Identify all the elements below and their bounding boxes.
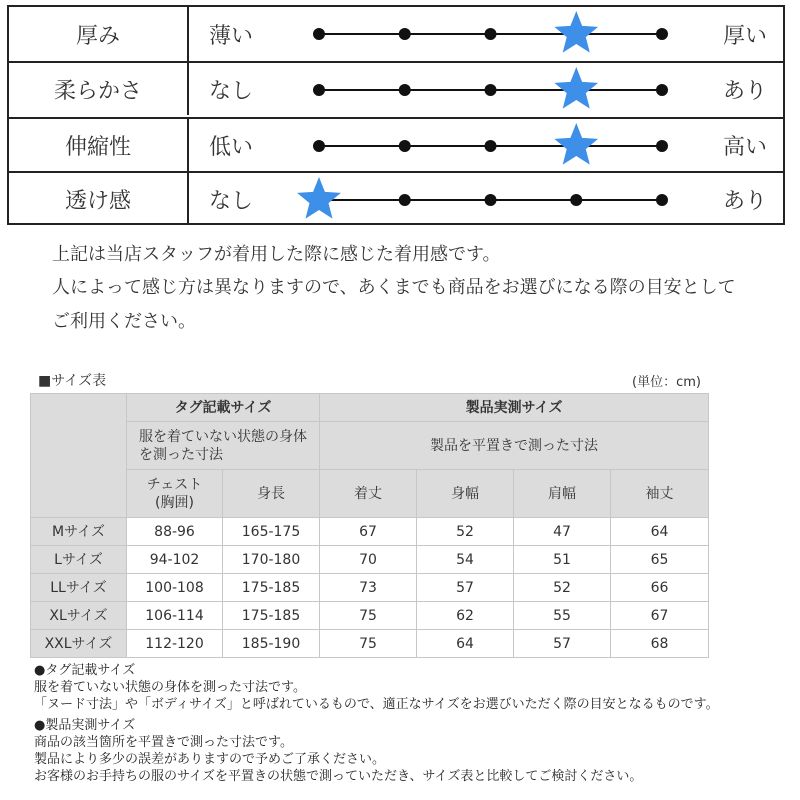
rating-star-marker — [297, 177, 341, 219]
width-cell: 57 — [417, 574, 514, 602]
actual-size-header: 製品実測サイズ — [320, 394, 709, 422]
texture-row-softness — [9, 61, 783, 115]
height-cell: 175-185 — [223, 602, 320, 630]
tag-size-header: タグ記載サイズ — [127, 394, 320, 422]
scale-point — [399, 28, 411, 40]
scale-point — [399, 140, 411, 152]
footnote-line: 製品により多少の誤差がありますので予めご了承ください。 — [34, 752, 386, 767]
sleeve-cell: 67 — [611, 602, 709, 630]
shoulder-cell: 52 — [514, 574, 611, 602]
column-header-shoulder: 肩幅 — [514, 470, 611, 518]
scale-point — [485, 140, 497, 152]
texture-row-thickness — [9, 7, 783, 61]
column-header-chest — [127, 470, 223, 518]
texture-scale — [9, 119, 783, 173]
size-table — [30, 393, 709, 658]
height-cell: 170-180 — [223, 546, 320, 574]
size-label: Mサイズ — [31, 518, 127, 546]
length-cell: 67 — [320, 518, 417, 546]
scale-point — [570, 194, 582, 206]
texture-low-label: なし — [209, 78, 254, 104]
texture-high-label: 厚い — [723, 23, 768, 49]
chest-cell: 100-108 — [127, 574, 223, 602]
sleeve-cell: 65 — [611, 546, 709, 574]
texture-row-sheerness — [9, 171, 783, 225]
scale-point — [399, 194, 411, 206]
table-row — [31, 546, 709, 574]
column-header-chest-line1: チェスト — [146, 476, 203, 493]
shoulder-cell: 57 — [514, 630, 611, 658]
size-table-caption: ■サイズ表 — [38, 373, 107, 389]
column-header-width: 身幅 — [417, 470, 514, 518]
height-cell: 175-185 — [223, 574, 320, 602]
footnote-title: ●タグ記載サイズ — [34, 663, 136, 678]
scale-point — [656, 140, 668, 152]
size-label: XXLサイズ — [31, 630, 127, 658]
scale-point — [399, 84, 411, 96]
texture-label: 柔らかさ — [9, 63, 189, 115]
width-cell: 54 — [417, 546, 514, 574]
texture-scale — [9, 173, 783, 227]
scale-point — [485, 28, 497, 40]
sleeve-cell: 68 — [611, 630, 709, 658]
column-header-chest-line2: (胸囲) — [155, 494, 194, 511]
texture-label: 伸縮性 — [9, 119, 189, 171]
size-label: LLサイズ — [31, 574, 127, 602]
actual-size-description: 製品を平置きで測った寸法 — [320, 422, 709, 470]
height-cell: 185-190 — [223, 630, 320, 658]
chest-cell: 106-114 — [127, 602, 223, 630]
height-cell: 165-175 — [223, 518, 320, 546]
texture-label: 厚み — [9, 7, 189, 61]
footnote-line: 「ヌード寸法」や「ボディサイズ」と呼ばれているもので、適正なサイズをお選びいただく際の目安となるものです。 — [34, 697, 719, 712]
texture-label: 透け感 — [9, 173, 189, 225]
texture-scale — [9, 7, 783, 61]
scale-point — [313, 140, 325, 152]
footnote-line: お客様のお手持ちの服のサイズを平置きの状態で測っていただき、サイズ表と比較してご検討ください。 — [34, 769, 643, 784]
rating-star-marker — [554, 123, 598, 165]
shoulder-cell: 51 — [514, 546, 611, 574]
rating-star-marker — [554, 11, 598, 53]
column-header-height: 身長 — [223, 470, 320, 518]
scale-point — [656, 28, 668, 40]
scale-point — [656, 84, 668, 96]
table-row — [31, 602, 709, 630]
width-cell: 52 — [417, 518, 514, 546]
corner-cell — [31, 394, 127, 518]
length-cell: 70 — [320, 546, 417, 574]
texture-high-label: あり — [723, 188, 768, 214]
chest-cell: 94-102 — [127, 546, 223, 574]
texture-row-stretch — [9, 117, 783, 171]
texture-low-label: なし — [209, 188, 254, 214]
scale-point — [485, 84, 497, 96]
length-cell: 73 — [320, 574, 417, 602]
texture-scale — [9, 63, 783, 117]
sleeve-cell: 64 — [611, 518, 709, 546]
size-label: Lサイズ — [31, 546, 127, 574]
note-line: ご利用ください。 — [52, 311, 196, 332]
table-row — [31, 574, 709, 602]
rating-star-marker — [554, 67, 598, 109]
shoulder-cell: 55 — [514, 602, 611, 630]
length-cell: 75 — [320, 602, 417, 630]
texture-low-label: 薄い — [209, 23, 254, 49]
size-label: XLサイズ — [31, 602, 127, 630]
texture-table — [7, 5, 785, 225]
chest-cell: 88-96 — [127, 518, 223, 546]
width-cell: 64 — [417, 630, 514, 658]
scale-point — [485, 194, 497, 206]
unit-caption: (単位：cm) — [632, 375, 701, 390]
table-row — [31, 518, 709, 546]
footnote-line: 服を着ていない状態の身体を測った寸法です。 — [34, 680, 306, 695]
chest-cell: 112-120 — [127, 630, 223, 658]
footnote-line: 商品の該当箇所を平置きで測った寸法です。 — [34, 735, 293, 750]
table-row — [31, 630, 709, 658]
shoulder-cell: 47 — [514, 518, 611, 546]
scale-point — [313, 84, 325, 96]
sleeve-cell: 66 — [611, 574, 709, 602]
scale-point — [313, 28, 325, 40]
footnote-title: ●製品実測サイズ — [34, 718, 136, 733]
column-header-sleeve: 袖丈 — [611, 470, 709, 518]
column-header-length: 着丈 — [320, 470, 417, 518]
scale-point — [656, 194, 668, 206]
texture-high-label: 高い — [723, 134, 768, 160]
tag-size-description: 服を着ていない状態の身体を測った寸法 — [127, 422, 320, 470]
length-cell: 75 — [320, 630, 417, 658]
texture-low-label: 低い — [209, 134, 254, 160]
width-cell: 62 — [417, 602, 514, 630]
texture-high-label: あり — [723, 78, 768, 104]
note-line: 上記は当店スタッフが着用した際に感じた着用感です。 — [52, 244, 501, 265]
note-line: 人によって感じ方は異なりますので、あくまでも商品をお選びになる際の目安として — [52, 277, 736, 298]
